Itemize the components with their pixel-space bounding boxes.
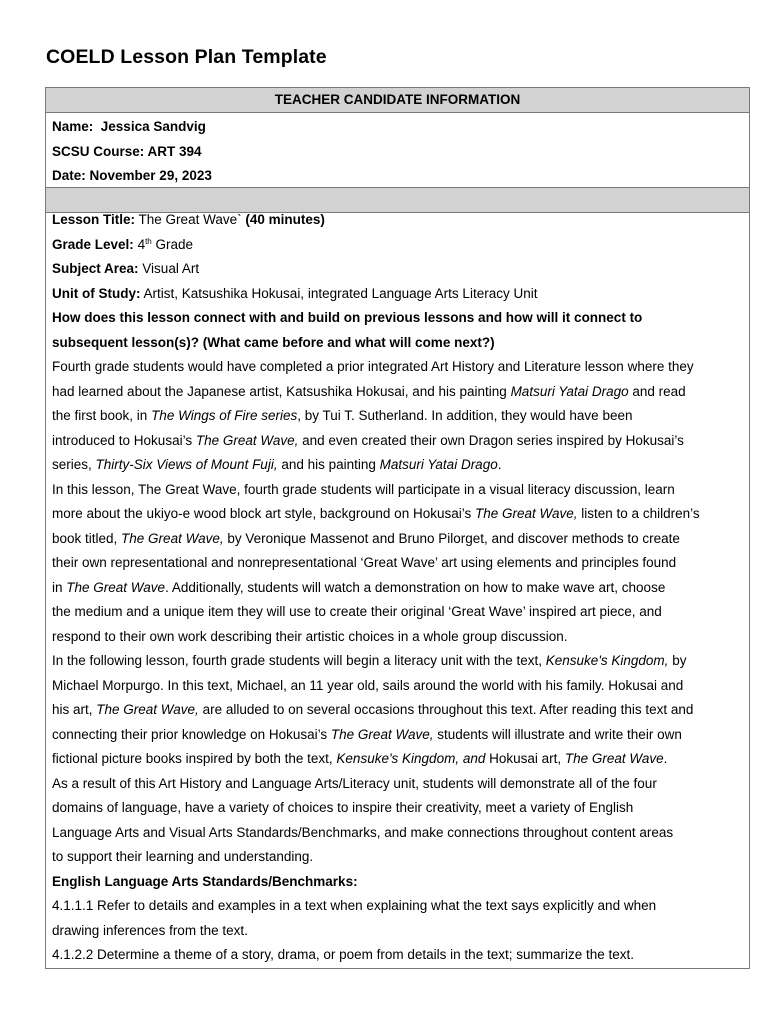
connection-question	[52, 306, 743, 331]
text-run: 4.1.1.1 Refer to details and examples in a text when explaining what the text says explicitly and when	[52, 898, 657, 913]
date-label: Date:	[52, 168, 86, 183]
italic-title: The Great Wave	[66, 579, 166, 595]
text-run: introduced to Hokusai’s	[52, 432, 196, 448]
text-run: Fourth grade students would have completed a prior integrated Art History and Literature lesson where they	[52, 359, 694, 374]
text-run: fictional picture books inspired by both the text,	[52, 751, 337, 766]
document-title: COELD Lesson Plan Template	[46, 46, 327, 68]
paragraph-this-lesson	[52, 600, 743, 625]
connection-question	[52, 331, 743, 356]
text-run: students will illustrate and write their own	[433, 726, 682, 742]
candidate-info	[46, 113, 749, 188]
italic-title: The Great Wave,	[96, 702, 199, 717]
italic-title: Matsuri Yatai Drago	[379, 457, 498, 472]
standards-heading	[52, 870, 743, 895]
subject-area: Visual Art	[142, 261, 200, 276]
italic-title: Kensuke's Kingdom,	[545, 653, 669, 668]
italic-title: The Great Wave,	[121, 530, 224, 546]
text-run: drawing inferences from the text.	[52, 922, 248, 938]
text-run: in	[52, 579, 67, 595]
text-run: series,	[52, 457, 96, 472]
italic-title: The Wings of Fire series	[151, 408, 298, 423]
text-run: to support their learning and understanding.	[52, 849, 314, 864]
text-run: by Veronique Massenot and Bruno Pilorget, and discover methods to create	[223, 530, 680, 546]
paragraph-prior-lesson	[52, 404, 743, 429]
section-header-teacher-info: TEACHER CANDIDATE INFORMATION	[46, 88, 749, 113]
paragraph-this-lesson	[52, 625, 743, 650]
standard-item	[52, 894, 743, 919]
text-run: Michael Morpurgo. In this text, Michael, an 11 year old, sails around the world with his family. Hokusai and	[52, 677, 684, 693]
lesson-details	[46, 208, 749, 968]
paragraph-prior-lesson	[52, 429, 743, 454]
unit-of-study-label: Unit of Study:	[52, 285, 141, 301]
italic-title: The Great Wave,	[474, 506, 578, 521]
paragraph-this-lesson	[52, 502, 743, 527]
standard-item	[52, 943, 743, 968]
connection-question-line: subsequent lesson(s)? (What came before and what will come next?)	[52, 334, 495, 350]
paragraph-this-lesson	[52, 551, 743, 576]
text-run: In this lesson, The Great Wave, fourth grade students will participate in a visual literacy discussion, learn	[52, 481, 675, 497]
text-run: and read	[628, 383, 686, 399]
paragraph-next-lesson	[52, 747, 743, 772]
unit-of-study: Artist, Katsushika Hokusai, integrated Language Arts Literacy Unit	[143, 285, 538, 301]
text-run: are alluded to on several occasions throughout this text. After reading this text and	[198, 702, 694, 717]
text-run: more about the ukiyo-e wood block art style, background on Hokusai’s	[52, 506, 475, 521]
italic-title: The Great Wave	[564, 751, 664, 766]
text-run: and even created their own Dragon series inspired by Hokusai’s	[298, 432, 684, 448]
text-run: their own representational and nonrepresentational ‘Great Wave’ art using elements and principles found	[52, 555, 677, 570]
paragraph-prior-lesson	[52, 380, 743, 405]
paragraph-this-lesson	[52, 527, 743, 552]
paragraph-next-lesson	[52, 698, 743, 723]
subject-area-label: Subject Area:	[52, 261, 139, 276]
paragraph-this-lesson	[52, 576, 743, 601]
text-run: his art,	[52, 702, 97, 717]
candidate-name-row	[46, 115, 749, 140]
subject-area-row	[52, 257, 743, 282]
text-run: and his painting	[277, 457, 380, 472]
connection-question-line: How does this lesson connect with and build on previous lessons and how will it connect to	[52, 310, 643, 325]
text-run: had learned about the Japanese artist, Katsushika Hokusai, and his painting	[52, 383, 511, 399]
paragraph-unit-summary	[52, 845, 743, 870]
course-label: SCSU Course:	[52, 143, 145, 159]
italic-title: Thirty-Six Views of Mount Fuji,	[95, 457, 278, 472]
standards-heading-text: English Language Arts Standards/Benchmarks:	[52, 873, 358, 889]
italic-title: Kensuke's Kingdom, and	[336, 751, 486, 766]
paragraph-next-lesson	[52, 723, 743, 748]
lesson-duration: (40 minutes)	[245, 212, 325, 227]
text-run: by	[668, 653, 687, 668]
paragraph-prior-lesson	[52, 453, 743, 478]
lesson-title-row	[52, 208, 743, 233]
grade-level-row	[52, 233, 743, 258]
text-run: . Additionally, students will watch a demonstration on how to make wave art, choose	[165, 579, 666, 595]
name-label: Name:	[52, 119, 94, 134]
text-run: respond to their own work describing their artistic choices in a whole group discussion.	[52, 628, 568, 644]
paragraph-unit-summary	[52, 796, 743, 821]
standard-item	[52, 919, 743, 944]
paragraph-next-lesson	[52, 674, 743, 699]
candidate-date-row	[46, 164, 749, 189]
text-run: Language Arts and Visual Arts Standards/Benchmarks, and make connections throughout content areas	[52, 824, 674, 840]
grade-suffix: th	[145, 236, 152, 246]
text-run: connecting their prior knowledge on Hokusai’s	[52, 726, 331, 742]
text-run: Hokusai art,	[485, 751, 565, 766]
paragraph-unit-summary	[52, 772, 743, 797]
lesson-plan-table	[45, 87, 750, 969]
grade-level-label: Grade Level:	[52, 236, 134, 252]
candidate-name: Jessica Sandvig	[100, 119, 206, 134]
unit-of-study-row	[52, 282, 743, 307]
text-run: domains of language, have a variety of choices to inspire their creativity, meet a variety of English	[52, 800, 634, 815]
candidate-course-row	[46, 140, 749, 165]
lesson-title: The Great Wave`	[138, 212, 242, 227]
italic-title: Matsuri Yatai Drago	[510, 383, 629, 399]
italic-title: The Great Wave,	[330, 726, 434, 742]
candidate-course: ART 394	[147, 143, 202, 159]
text-run: , by Tui T. Sutherland. In addition, they would have been	[297, 408, 633, 423]
text-run: .	[663, 751, 668, 766]
grade-number: 4	[137, 236, 146, 252]
paragraph-unit-summary	[52, 821, 743, 846]
text-run: book titled,	[52, 530, 122, 546]
paragraph-this-lesson	[52, 478, 743, 503]
lesson-title-label: Lesson Title:	[52, 212, 136, 227]
text-run: In the following lesson, fourth grade students will begin a literacy unit with the text,	[52, 653, 546, 668]
candidate-date: November 29, 2023	[89, 168, 212, 183]
text-run: the first book, in	[52, 408, 152, 423]
text-run: As a result of this Art History and Language Arts/Literacy unit, students will demonstrate all of the four	[52, 775, 657, 791]
italic-title: The Great Wave,	[195, 432, 299, 448]
text-run: 4.1.2.2 Determine a theme of a story, drama, or poem from details in the text; summarize the text.	[52, 947, 635, 962]
text-run: listen to a children’s	[577, 506, 700, 521]
paragraph-next-lesson	[52, 649, 743, 674]
text-run: .	[497, 457, 502, 472]
grade-word: Grade	[155, 236, 194, 252]
text-run: the medium and a unique item they will use to create their original ‘Great Wave’ inspired art piece, and	[52, 604, 662, 619]
paragraph-prior-lesson	[52, 355, 743, 380]
